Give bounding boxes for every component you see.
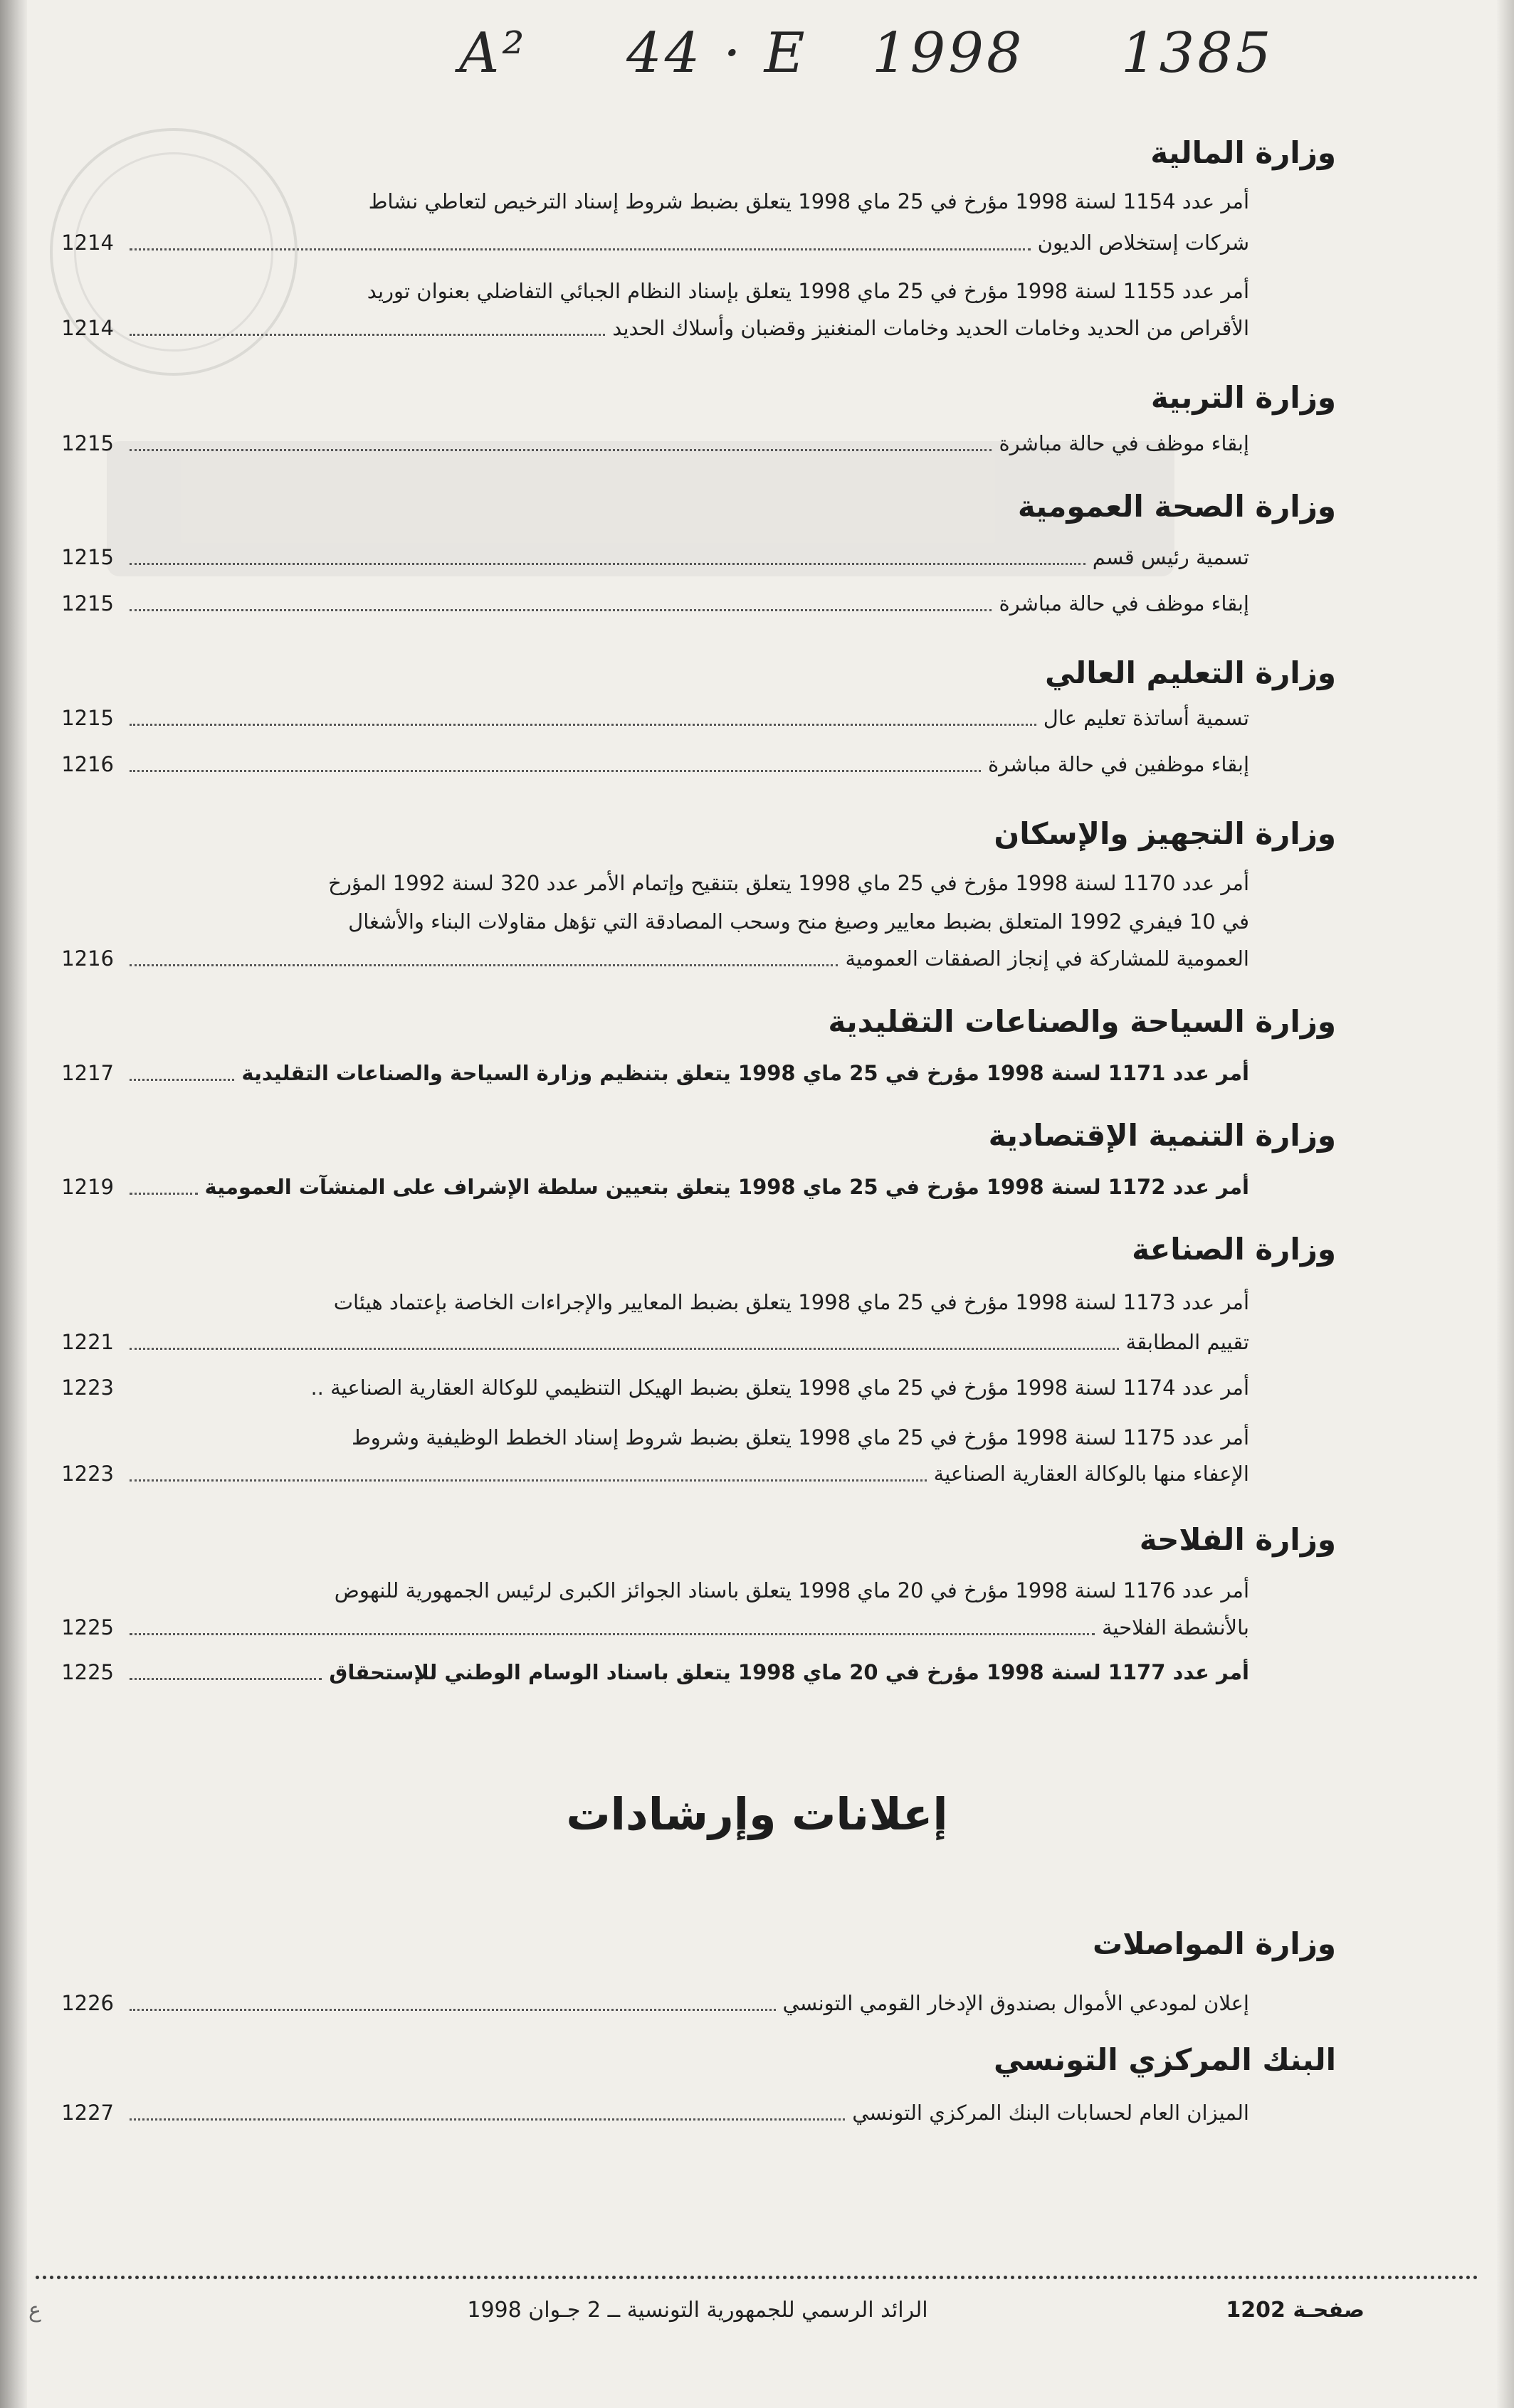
section-title-economy: وزارة التنمية الإقتصادية [988, 1118, 1336, 1153]
entry-text: إعلان لمودعي الأموال بصندوق الإدخار القومي التونسي [782, 1991, 1249, 2015]
page-number: 1227 [61, 2101, 114, 2125]
page-number: 1214 [61, 316, 114, 340]
page-number: 1226 [61, 1991, 114, 2015]
entry-text: إبقاء موظف في حالة مباشرة [999, 591, 1249, 616]
page-number: 1216 [61, 752, 114, 776]
entry-text: بالأنشطة الفلاحية [1101, 1615, 1249, 1639]
entry-line [121, 310, 1249, 346]
entry-line [121, 1324, 1249, 1360]
section-title-tourism: وزارة السياحة والصناعات التقليدية [828, 1004, 1336, 1039]
entry-text: إبقاء موظفين في حالة مباشرة [987, 752, 1249, 776]
entry-text: العمومية للمشاركة في إنجاز الصفقات العمومية [845, 946, 1249, 971]
entry-line [121, 586, 1249, 621]
leader-dots [130, 1066, 234, 1081]
entry-line [121, 1055, 1249, 1091]
entry-line [121, 1284, 1249, 1320]
entry-line [121, 1654, 1249, 1690]
leader-dots [130, 596, 992, 611]
page-number: 1214 [61, 231, 114, 255]
leader-dots [130, 1665, 322, 1680]
section-title-education: وزارة التربية [1150, 380, 1336, 415]
entry-line [121, 1573, 1249, 1608]
entry-text: أمر عدد 1177 لسنة 1998 مؤرخ في 20 ماي 1998 يتعلق باسناد الوسام الوطني للإستحقاق [329, 1660, 1249, 1684]
entry-text: في 10 فيفري 1992 المتعلق بضبط معايير وصيغ منح وسحب المصادقة التي تؤهل مقاولات البناء والأشغال [348, 909, 1249, 934]
entry-text: أمر عدد 1176 لسنة 1998 مؤرخ في 20 ماي 1998 يتعلق باسناد الجوائز الكبرى لرئيس الجمهورية للنهوض [334, 1578, 1249, 1602]
entry-text: الميزان العام لحسابات البنك المركزي التونسي [852, 2101, 1249, 2125]
entry-text: أمر عدد 1155 لسنة 1998 مؤرخ في 25 ماي 1998 يتعلق بإسناد النظام الجبائي التفاضلي بعنوان توريد [367, 279, 1249, 303]
section-title-central-bank: البنك المركزي التونسي [994, 2042, 1336, 2077]
entry-line [121, 1169, 1249, 1205]
page-number: 1225 [61, 1615, 114, 1639]
leader-dots [130, 436, 992, 451]
entry-text: إبقاء موظف في حالة مباشرة [999, 431, 1249, 455]
entry-text: أمر عدد 1175 لسنة 1998 مؤرخ في 25 ماي 1998 يتعلق بضبط شروط إسناد الخطط الوظيفية وشروط [351, 1425, 1249, 1449]
page-number: 1217 [61, 1061, 114, 1085]
entry-text: أمر عدد 1174 لسنة 1998 مؤرخ في 25 ماي 1998 يتعلق بضبط الهيكل التنظيمي للوكالة العقارية الصناعية .. [310, 1375, 1249, 1400]
announcements-heading: إعلانات وإرشادات [566, 1788, 948, 1840]
scan-binding-edge [0, 0, 27, 2408]
entry-line [121, 700, 1249, 736]
page-number: 1223 [61, 1375, 114, 1400]
entry-line [121, 426, 1249, 461]
section-title-equipment: وزارة التجهيز والإسكان [994, 816, 1336, 851]
entry-line [121, 1420, 1249, 1455]
page-number: 1225 [61, 1660, 114, 1684]
entry-text: أمر عدد 1171 لسنة 1998 مؤرخ في 25 ماي 1998 يتعلق بتنظيم وزارة السياحة والصناعات التقليدية [241, 1061, 1249, 1085]
footer-edge-mark: ع [28, 2298, 41, 2323]
section-title-health: وزارة الصحة العمومية [1017, 489, 1336, 524]
entry-line [121, 273, 1249, 309]
leader-dots [130, 236, 1031, 250]
leader-dots [130, 321, 605, 336]
entry-line [121, 746, 1249, 782]
page-number: 1215 [61, 591, 114, 616]
entry-text: شركات إستخلاص الديون [1037, 231, 1249, 255]
leader-dots [130, 1335, 1119, 1350]
section-title-industry: وزارة الصناعة [1132, 1232, 1336, 1267]
page-number: 1223 [61, 1462, 114, 1486]
footer-page-label: صفحـة 1202 [1226, 2298, 1365, 2323]
section-title-higher-education: وزارة التعليم العالي [1044, 655, 1336, 690]
entry-line [121, 225, 1249, 260]
handwritten-note-b: 44 · E [626, 21, 808, 85]
entry-line [121, 865, 1249, 901]
entry-line [121, 1610, 1249, 1645]
scan-right-edge [1497, 0, 1514, 2408]
entry-text: أمر عدد 1172 لسنة 1998 مؤرخ في 25 ماي 1998 يتعلق بتعيين سلطة الإشراف على المنشآت العمومية [204, 1175, 1249, 1199]
section-title-agriculture: وزارة الفلاحة [1139, 1522, 1336, 1557]
leader-dots [130, 1467, 927, 1482]
leader-dots [130, 1180, 198, 1195]
footer-journal-title: الرائد الرسمي للجمهورية التونسية ــ 2 جـوان 1998 [467, 2298, 928, 2323]
entry-text: تسمية أساتذة تعليم عال [1043, 706, 1249, 730]
entry-text: أمر عدد 1173 لسنة 1998 مؤرخ في 25 ماي 1998 يتعلق بضبط المعايير والإجراءات الخاصة بإعتماد هيئات [333, 1290, 1249, 1314]
section-title-transport: وزارة المواصلات [1092, 1926, 1336, 1961]
entry-line [121, 184, 1249, 219]
handwritten-note-a: A² [459, 21, 527, 85]
entry-text: الإعفاء منها بالوكالة العقارية الصناعية [933, 1462, 1249, 1486]
page-number: 1215 [61, 706, 114, 730]
entry-line [121, 941, 1249, 976]
leader-dots [130, 1620, 1095, 1635]
handwritten-note-year: 1998 [872, 21, 1025, 85]
section-title-finance: وزارة المالية [1150, 135, 1336, 170]
page-number: 1221 [61, 1330, 114, 1354]
entry-text: أمر عدد 1154 لسنة 1998 مؤرخ في 25 ماي 1998 يتعلق بضبط شروط إسناد الترخيص لتعاطي نشاط [368, 189, 1249, 213]
entry-text: تقييم المطابقة [1125, 1330, 1249, 1354]
entry-line [121, 1370, 1249, 1405]
entry-text: الأقراص من الحديد وخامات الحديد وخامات المنغنيز وقضبان وأسلاك الحديد [612, 316, 1249, 340]
entry-line [121, 2095, 1249, 2130]
entry-text: أمر عدد 1170 لسنة 1998 مؤرخ في 25 ماي 1998 يتعلق بتنقيح وإتمام الأمر عدد 320 لسنة 1992 المؤرخ [328, 871, 1249, 895]
entry-line [121, 904, 1249, 939]
page-number: 1215 [61, 545, 114, 569]
footer-dotted-rule [36, 2276, 1478, 2279]
entry-line [121, 539, 1249, 575]
page-number: 1216 [61, 946, 114, 971]
leader-dots [130, 1996, 776, 2011]
handwritten-note-number: 1385 [1121, 21, 1274, 85]
entry-line [121, 1456, 1249, 1491]
leader-dots [130, 757, 981, 772]
page-number: 1215 [61, 431, 114, 455]
leader-dots [130, 550, 1085, 565]
entry-line [121, 1985, 1249, 2021]
leader-dots [130, 2106, 845, 2121]
leader-dots [130, 711, 1036, 726]
leader-dots [130, 951, 838, 966]
page-number: 1219 [61, 1175, 114, 1199]
entry-text: تسمية رئيس قسم [1092, 545, 1249, 569]
